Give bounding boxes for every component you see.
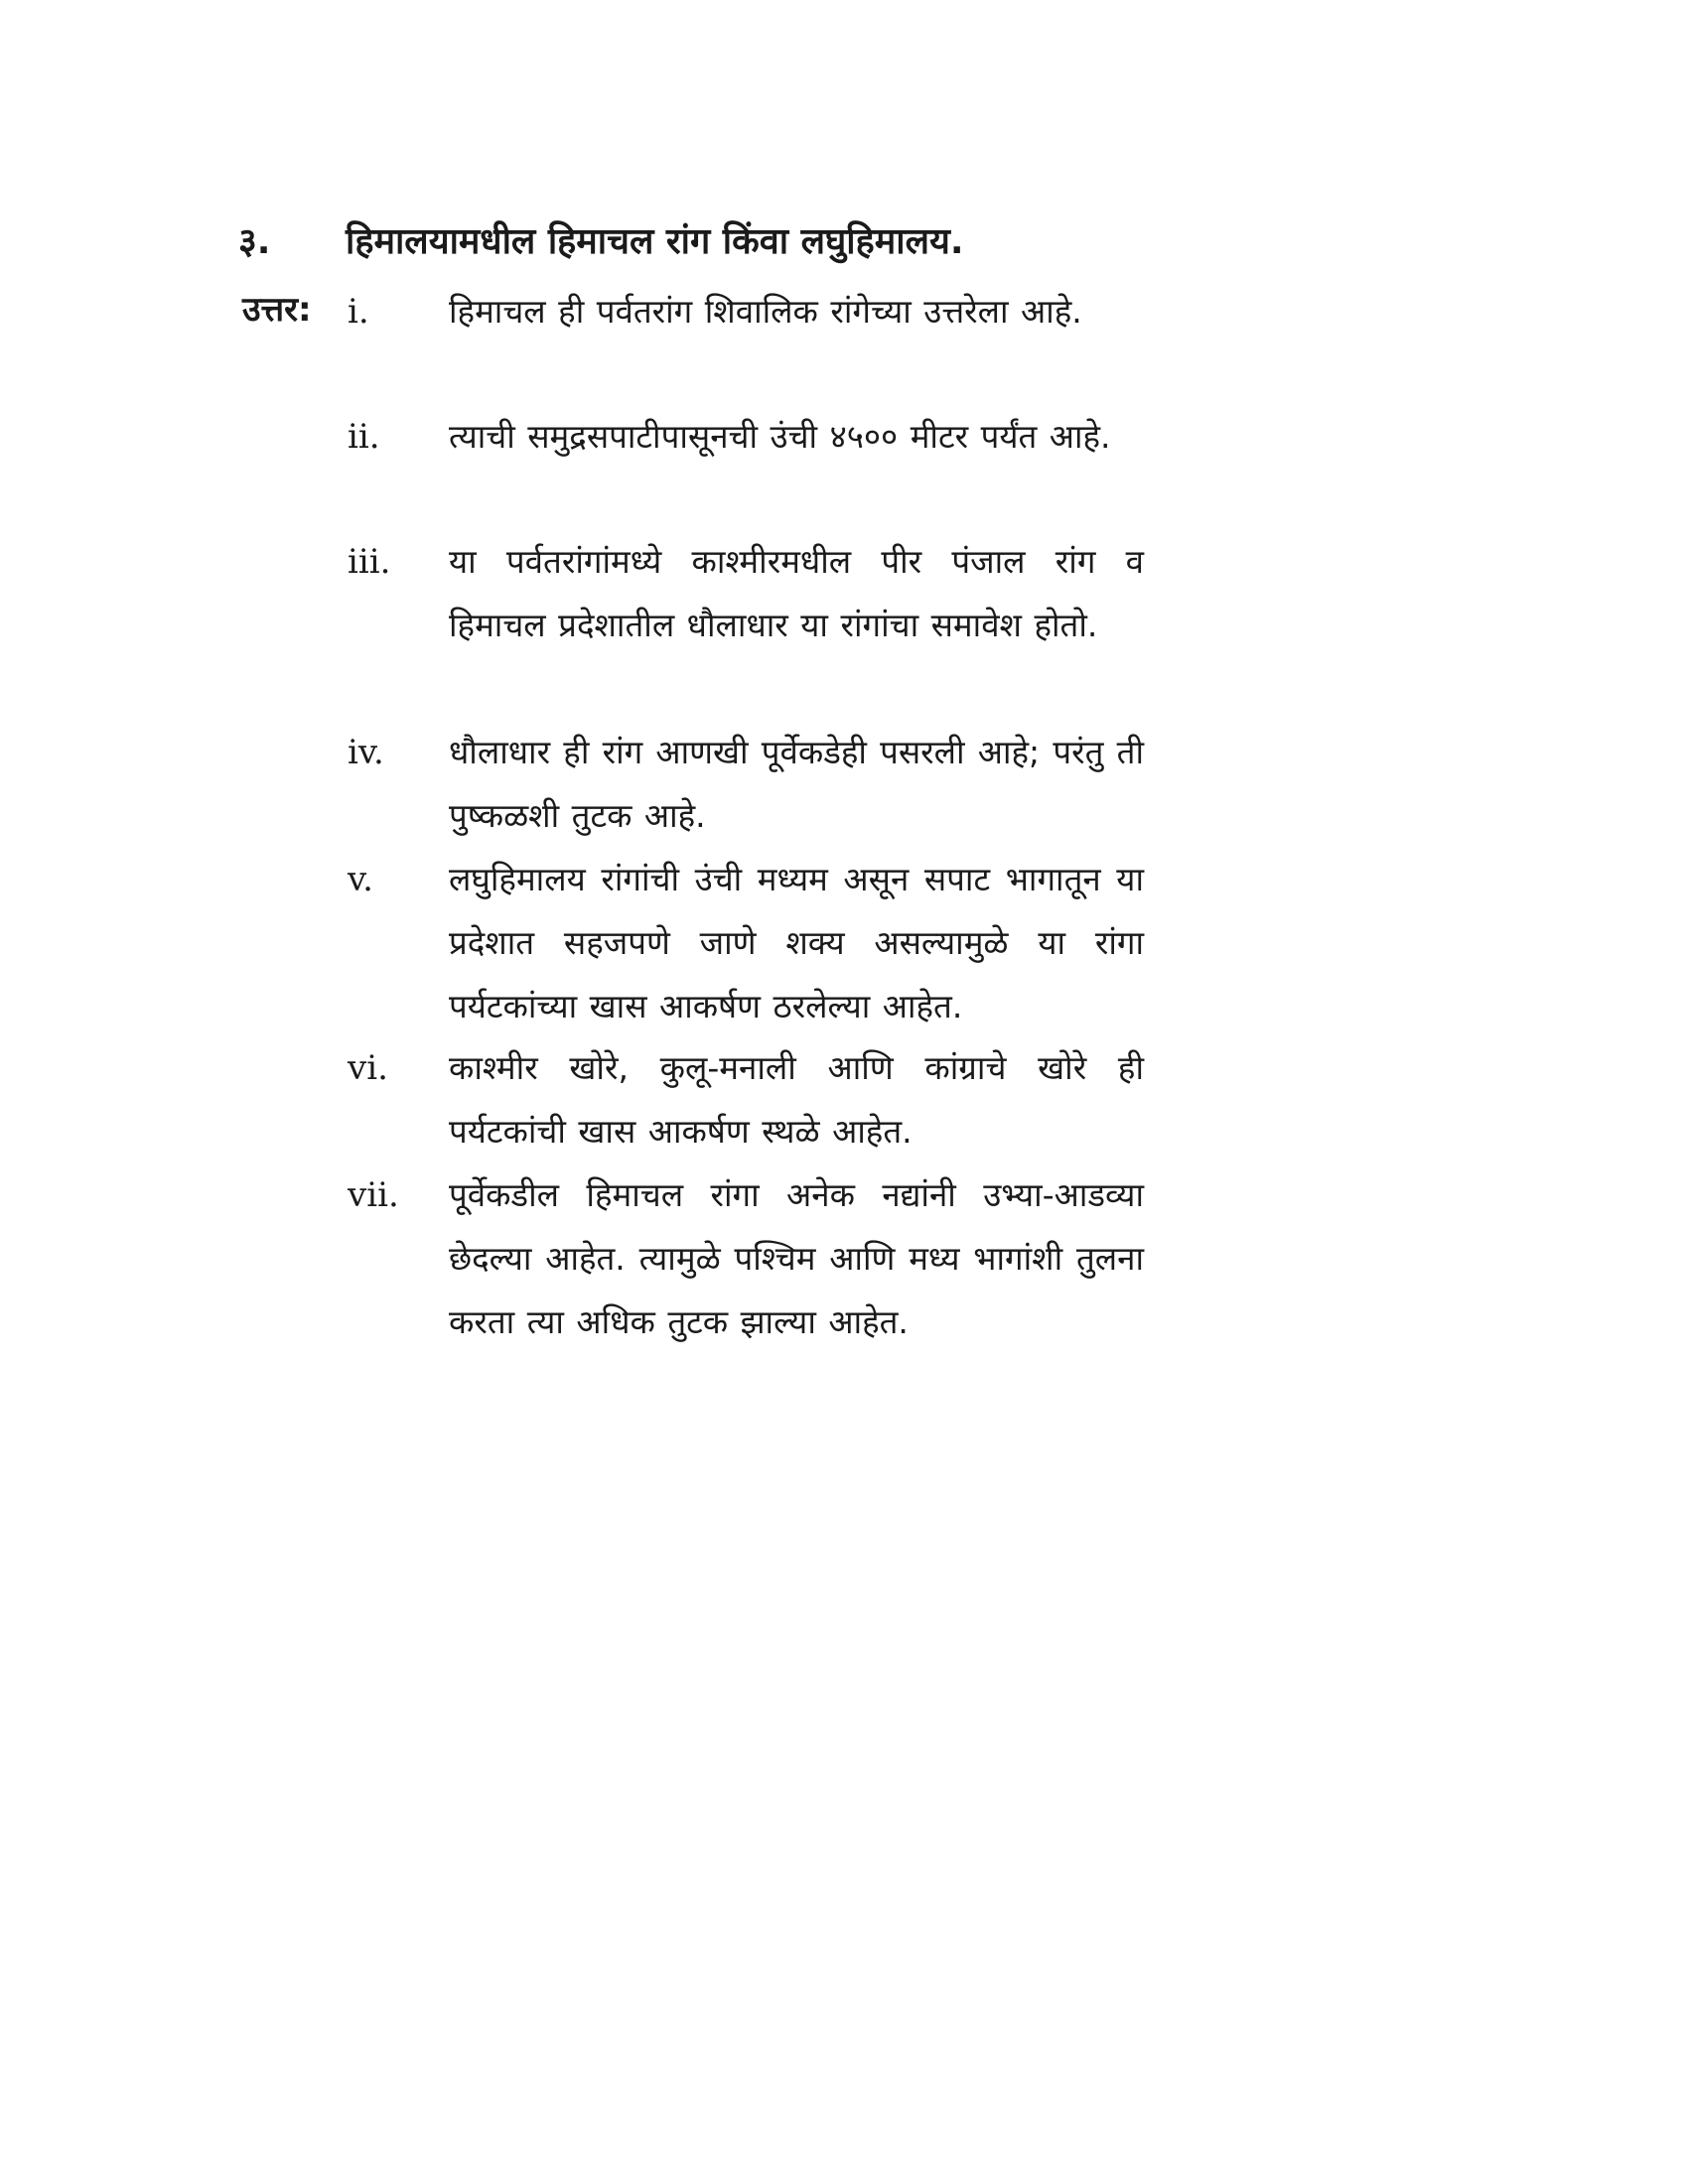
answer-label: उत्तर: bbox=[242, 290, 312, 330]
answer-item-text: या पर्वतरांगांमध्ये काश्मीरमधील पीर पंजाल रांग व हिमाचल प्रदेशातील धौलाधार या रांगांचा समावेश होतो. bbox=[449, 542, 1144, 644]
answer-item-number: iv. bbox=[348, 733, 384, 772]
answer-item-text: काश्मीर खोरे, कुलू-मनाली आणि कांग्राचे खोरे ही पर्यटकांची खास आकर्षण स्थळे आहेत. bbox=[449, 1048, 1144, 1151]
answer-item-number: i. bbox=[348, 292, 369, 332]
answer-item-text: लघुहिमालय रांगांची उंची मध्यम असून सपाट भागातून या प्रदेशात सहजपणे जाणे शक्य असल्यामुळे या रांगा पर्यटकांच्या खास आकर्षण ठरलेल्या आहेत. bbox=[449, 860, 1144, 1025]
answer-item-number: v. bbox=[348, 860, 373, 899]
question-number: ३. bbox=[238, 221, 271, 262]
answer-item-text: हिमाचल ही पर्वतरांग शिवालिक रांगेच्या उत्तरेला आहे. bbox=[449, 292, 1082, 331]
answer-item-text: पूर्वेकडील हिमाचल रांगा अनेक नद्यांनी उभ्या-आडव्या छेदल्या आहेत. त्यामुळे पश्चिम आणि मध्य भागांशी तुलना करता त्या अधिक तुटक झाल्या आहेत. bbox=[449, 1175, 1144, 1341]
answer-item-number: vi. bbox=[348, 1048, 388, 1088]
answer-item-number: ii. bbox=[348, 417, 380, 457]
question-text: हिमालयामधील हिमाचल रांग किंवा लघुहिमालय. bbox=[346, 221, 964, 262]
answer-item-number: iii. bbox=[348, 542, 391, 582]
answer-item-text: त्याची समुद्रसपाटीपासूनची उंची ४५०० मीटर पर्यंत आहे. bbox=[449, 417, 1111, 456]
answer-item-number: vii. bbox=[348, 1175, 399, 1215]
question-heading bbox=[238, 212, 1231, 272]
answer-item-text: धौलाधार ही रांग आणखी पूर्वेकडेही पसरली आहे; परंतु ती पुष्कळशी तुटक आहे. bbox=[449, 733, 1144, 835]
